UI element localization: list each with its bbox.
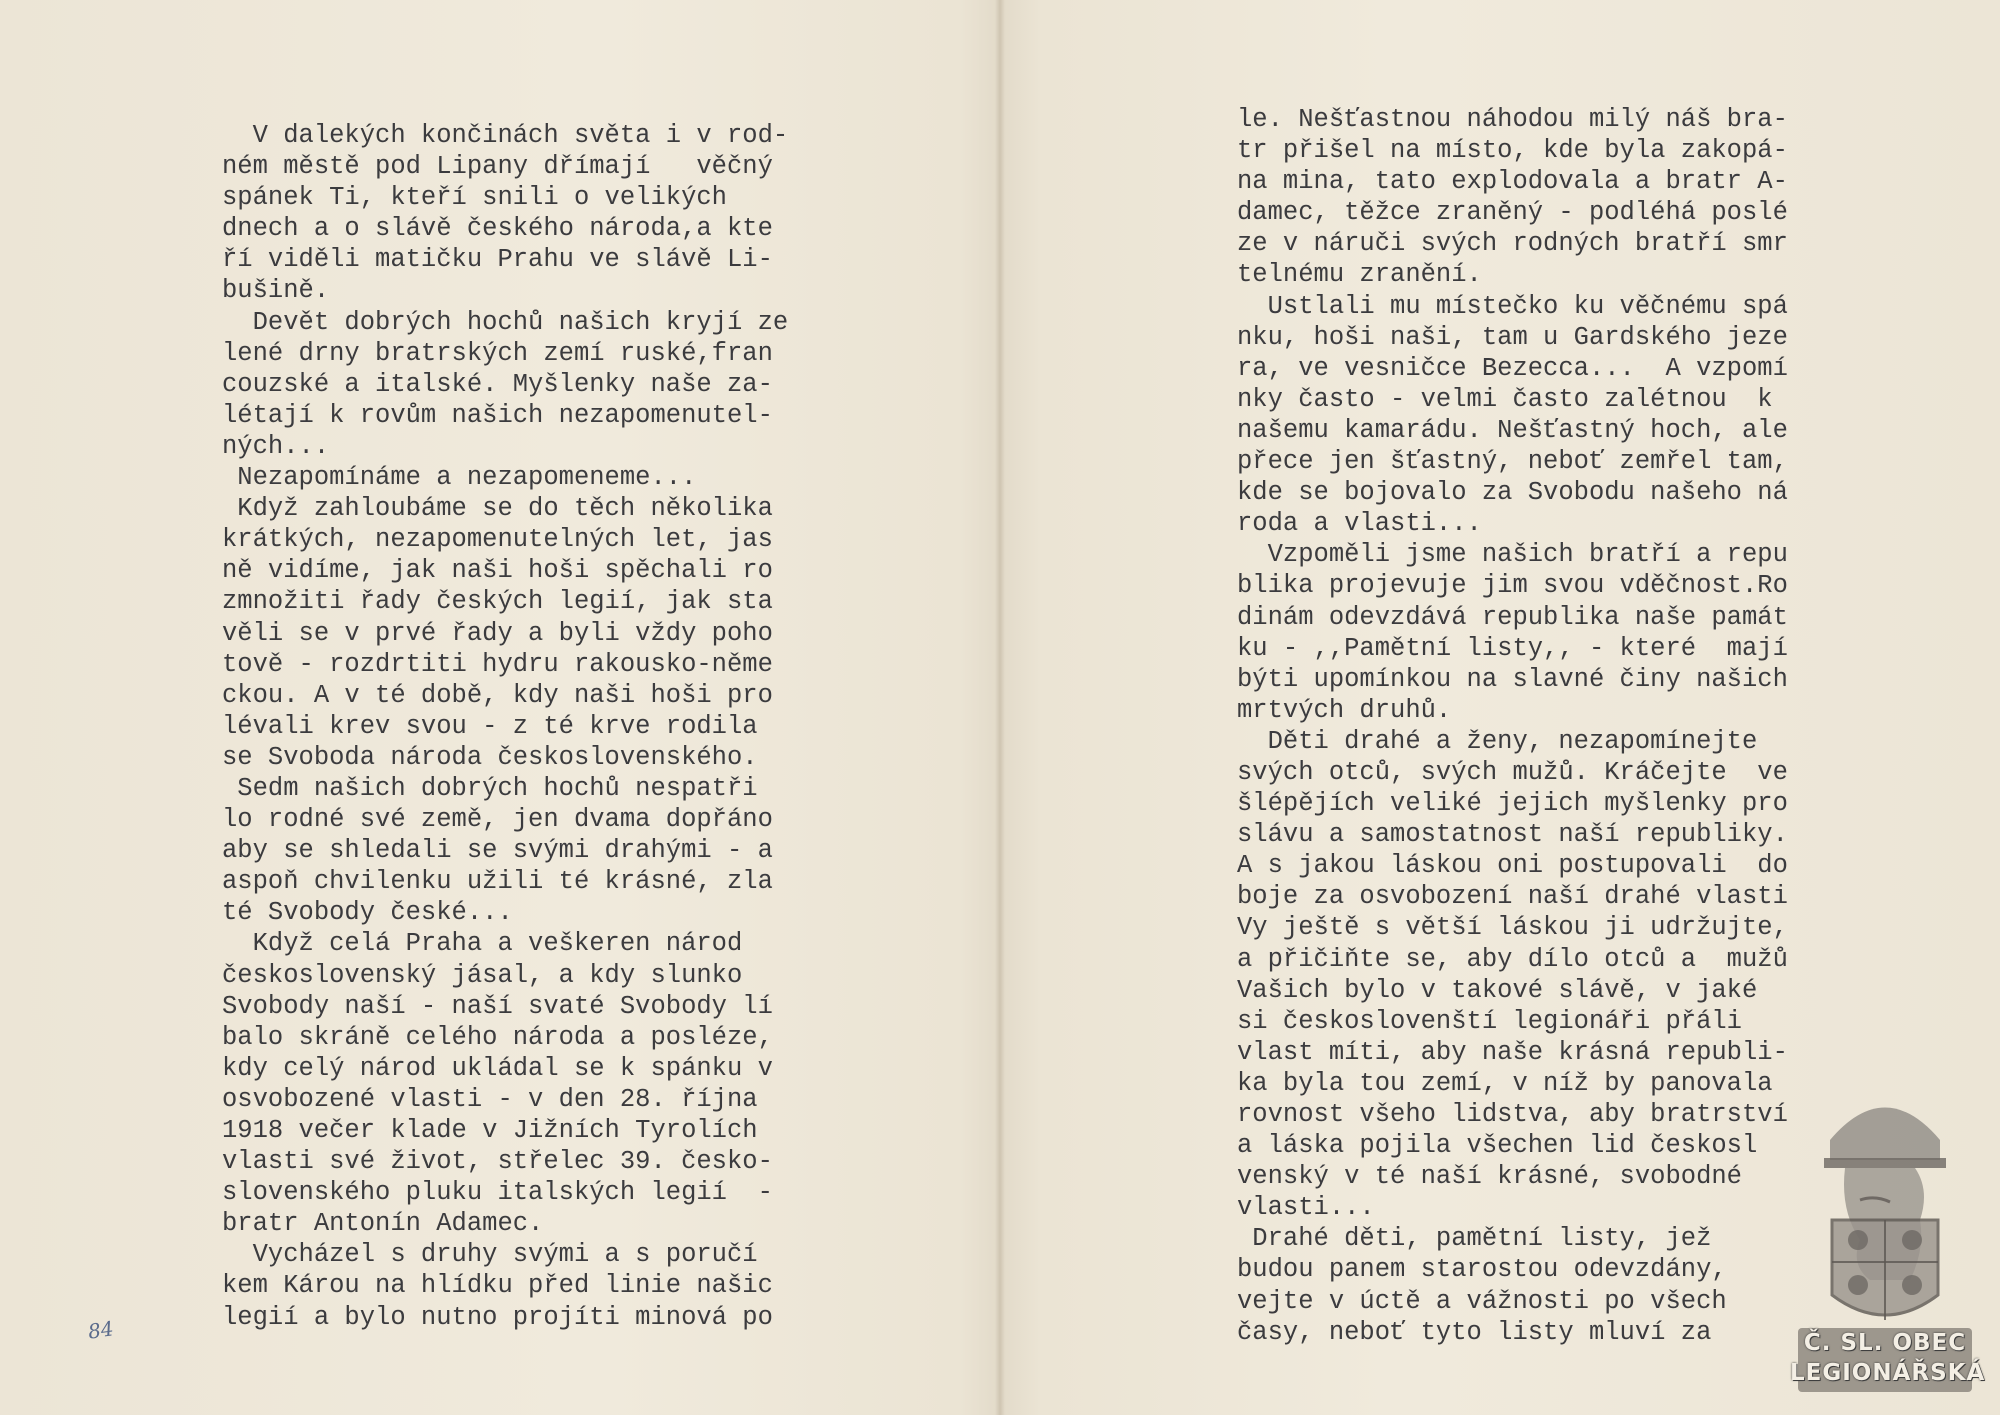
text-line: nky často - velmi často zalétnou k: [1237, 384, 1773, 414]
text-line: časy, neboť tyto listy mluví za: [1237, 1317, 1712, 1347]
text-line: Drahé děti, pamětní listy, jež: [1237, 1224, 1712, 1254]
text-line: tově - rozdrtiti hydru rakousko-něme: [222, 649, 773, 679]
text-line: přece jen šťastný, neboť zemřel tam,: [1237, 447, 1788, 477]
page-fold: [995, 0, 1005, 1415]
text-line: lo rodné své země, jen dvama dopřáno: [222, 805, 773, 835]
text-line: Ustlali mu místečko ku věčnému spá: [1237, 291, 1788, 321]
text-line: lévali krev svou - z té krve rodila: [222, 711, 758, 741]
text-line: ném městě pod Lipany dřímají věčný: [222, 152, 773, 182]
text-line: bratr Antonín Adamec.: [222, 1209, 544, 1239]
text-line: 1918 večer klade v Jižních Tyrolích: [222, 1116, 758, 1145]
text-line: létají k rovům našich nezapomenutel-: [222, 400, 773, 430]
text-line: venský v té naší krásné, svobodné: [1237, 1162, 1742, 1192]
text-line: dinám odevzdává republika naše památ: [1237, 602, 1788, 632]
text-line: damec, těžce zraněný - podléhá poslé: [1237, 198, 1788, 228]
text-line: Když zahloubáme se do těch několika: [222, 494, 773, 524]
text-line: telnému zranění.: [1237, 260, 1482, 290]
text-line: vlasti...: [1237, 1193, 1375, 1223]
page-number: 84: [86, 1316, 115, 1344]
text-line: Když celá Praha a veškeren národ: [222, 929, 743, 959]
text-line: slovenského pluku italských legií -: [222, 1178, 773, 1208]
text-line: Vzpoměli jsme našich bratří a repu: [1237, 540, 1788, 570]
text-line: Sedm našich dobrých hochů nespatři: [222, 773, 758, 803]
text-line: ří viděli matičku Prahu ve slávě Li-: [222, 245, 773, 275]
text-line: šlépějích veliké jejich myšlenky pro: [1237, 789, 1788, 819]
text-line: býti upomínkou na slavné činy našich: [1237, 664, 1788, 694]
logo-text-line1: Č. SL. OBEC: [1803, 1330, 1967, 1356]
text-line: A s jakou láskou oni postupovali do: [1237, 851, 1788, 881]
text-line: balo skráně celého národa a posléze,: [222, 1022, 773, 1052]
text-line: blika projevuje jim svou vděčnost.Ro: [1237, 571, 1788, 601]
text-line: Vy ještě s větší láskou ji udržujte,: [1237, 913, 1788, 943]
text-line: le. Nešťastnou náhodou milý náš bra-: [1237, 105, 1788, 134]
text-line: Vašich bylo v takové slávě, v jaké: [1237, 975, 1758, 1005]
text-line: ra, ve vesničce Bezecca... A vzpomí: [1237, 353, 1788, 383]
text-line: vlast míti, aby naše krásná republi-: [1237, 1037, 1788, 1067]
left-page: [0, 0, 990, 1415]
text-line: Nezapomínáme a nezapomeneme...: [222, 463, 697, 493]
text-line: se Svoboda národa československého.: [222, 742, 758, 772]
text-line: kdy celý národ ukládal se k spánku v: [222, 1053, 773, 1083]
text-line: budou panem starostou odevzdány,: [1237, 1255, 1727, 1285]
text-line: boje za osvobození naší drahé vlasti: [1237, 882, 1788, 912]
text-line: ka byla tou zemí, v níž by panovala: [1237, 1068, 1773, 1098]
text-line: Děti drahé a ženy, nezapomínejte: [1237, 726, 1758, 756]
text-line: aspoň chvilenku užili té krásné, zla: [222, 867, 773, 897]
text-line: dnech a o slávě českého národa,a kte: [222, 214, 773, 244]
text-line: zmnožiti řady českých legií, jak sta: [222, 587, 773, 617]
text-line: roda a vlasti...: [1237, 509, 1482, 539]
text-line: té Svobody české...: [222, 898, 513, 928]
text-line: vejte v úctě a vážnosti po všech: [1237, 1286, 1727, 1316]
text-line: bušině.: [222, 276, 330, 306]
text-line: ných...: [222, 431, 330, 461]
text-line: na mina, tato explodovala a bratr A-: [1237, 167, 1788, 197]
text-line: couzské a italské. Myšlenky naše za-: [222, 369, 773, 399]
text-line: svých otců, svých mužů. Kráčejte ve: [1237, 757, 1788, 787]
text-line: osvobozené vlasti - v den 28. října: [222, 1084, 758, 1114]
logo-text-line2: LEGIONÁŘSKÁ: [1790, 1360, 1986, 1386]
text-line: vlasti své život, střelec 39. česko-: [222, 1147, 773, 1177]
text-line: rovnost všeho lidstva, aby bratrství: [1237, 1100, 1788, 1129]
text-line: a láska pojila všechen lid českosl: [1237, 1131, 1758, 1161]
text-line: legií a bylo nutno projíti minová po: [222, 1302, 773, 1332]
text-line: věli se v prvé řady a byli vždy poho: [222, 618, 773, 648]
text-line: aby se shledali se svými drahými - a: [222, 836, 773, 866]
text-line: krátkých, nezapomenutelných let, jas: [222, 525, 773, 555]
text-line: tr přišel na místo, kde byla zakopá-: [1237, 136, 1788, 166]
text-line: našemu kamarádu. Nešťastný hoch, ale: [1237, 415, 1788, 445]
text-line: V dalekých končinách světa i v rod-: [222, 121, 789, 150]
text-line: kde se bojovalo za Svobodu našeho ná: [1237, 478, 1788, 508]
text-line: ze v náruči svých rodných bratří smr: [1237, 229, 1788, 259]
text-line: si českoslovenští legionáři přáli: [1237, 1006, 1742, 1036]
text-line: československý jásal, a kdy slunko: [222, 960, 743, 990]
text-line: a přičiňte se, aby dílo otců a mužů: [1237, 944, 1788, 974]
text-line: slávu a samostatnost naší republiky.: [1237, 820, 1788, 850]
text-line: kem Károu na hlídku před linie našic: [222, 1271, 773, 1301]
text-line: ně vidíme, jak naši hoši spěchali ro: [222, 556, 773, 586]
text-line: Devět dobrých hochů našich kryjí ze: [222, 307, 789, 337]
text-line: nku, hoši naši, tam u Gardského jeze: [1237, 322, 1788, 352]
left-page-text: [222, 120, 882, 1333]
text-line: Svobody naší - naší svaté Svobody lí: [222, 991, 773, 1021]
text-line: ckou. A v té době, kdy naši hoši pro: [222, 680, 773, 710]
legion-logo: [1790, 1080, 1986, 1400]
text-line: Vycházel s druhy svými a s poručí: [222, 1240, 758, 1270]
text-line: spánek Ti, kteří snili o velikých: [222, 183, 727, 213]
text-line: lené drny bratrských zemí ruské,fran: [222, 338, 773, 368]
text-line: mrtvých druhů.: [1237, 695, 1452, 725]
text-line: ku - ,,Pamětní listy,, - které mají: [1237, 633, 1788, 663]
